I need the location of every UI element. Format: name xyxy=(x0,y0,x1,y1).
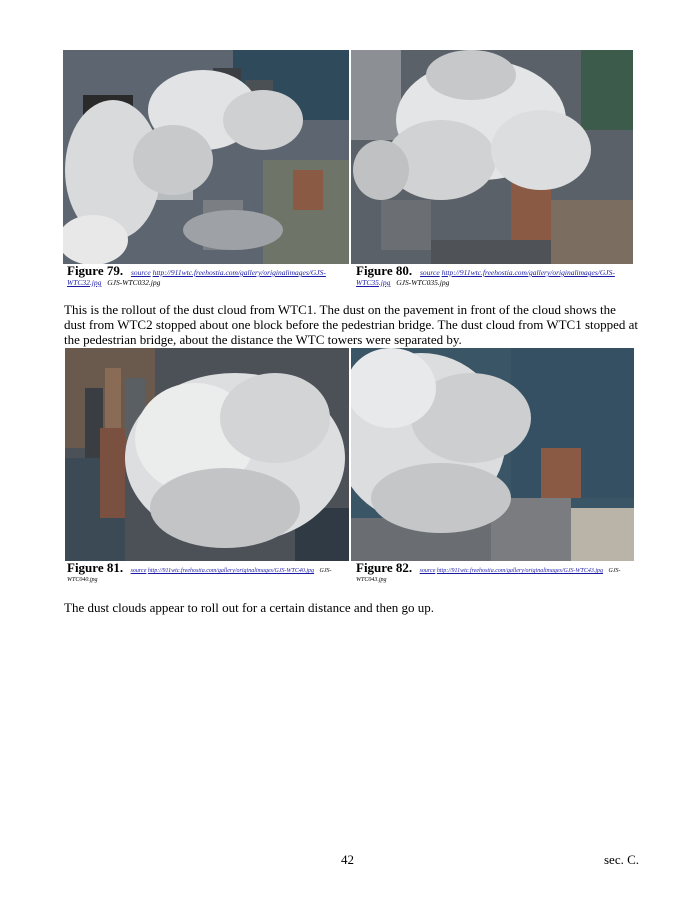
section-label: sec. C. xyxy=(604,852,640,867)
body-paragraph: This is the rollout of the dust cloud from WTC1. The dust on the pavement in front of the cloud shows the dust from WTC2 stopped about one block before the pedestrian bridge. The dust cloud from WTC1 stopped at the pedestrian bridge, about the distance the WTC towers were separated by. xyxy=(64,302,639,347)
source-url-link[interactable]: http://911wtc.freehostia.com/gallery/originalimages/GJS-WTC32.jpg xyxy=(67,268,326,287)
figure-filename: GJS-WTC035.jpg xyxy=(396,278,450,287)
figure-filename: GJS-WTC040.jpg xyxy=(67,568,332,583)
source-link[interactable]: source xyxy=(130,568,147,574)
source-link[interactable]: source xyxy=(419,268,440,277)
figure-82-caption xyxy=(356,560,634,585)
figure-80-photo xyxy=(351,50,633,264)
figure-82-photo xyxy=(351,348,634,561)
figure-filename: GJS-WTC032.jpg xyxy=(107,278,161,287)
source-url-link[interactable]: http://911wtc.freehostia.com/gallery/originalimages/GJS-WTC35.jpg xyxy=(356,268,615,287)
figure-80-caption xyxy=(356,263,634,288)
figure-label: Figure 79. xyxy=(67,263,124,278)
body-paragraph: The dust clouds appear to roll out for a certain distance and then go up. xyxy=(64,600,435,615)
figure-81-caption xyxy=(67,560,347,585)
figure-label: Figure 80. xyxy=(356,263,413,278)
source-url-link[interactable]: http://911wtc.freehostia.com/gallery/originalimages/GJS-WTC40.jpg xyxy=(147,568,315,574)
source-link[interactable]: source xyxy=(419,568,436,574)
figure-81-photo xyxy=(65,348,349,561)
source-link[interactable]: source xyxy=(130,268,151,277)
figure-79-caption xyxy=(67,263,347,288)
source-url-link[interactable]: http://911wtc.freehostia.com/gallery/originalimages/GJS-WTC43.jpg xyxy=(436,568,604,574)
figure-filename: GJS-WTC043.jpg xyxy=(356,568,621,583)
figure-79-photo xyxy=(63,50,349,264)
figure-label: Figure 82. xyxy=(356,560,413,575)
figure-label: Figure 81. xyxy=(67,560,124,575)
page-number: 42 xyxy=(341,852,354,867)
